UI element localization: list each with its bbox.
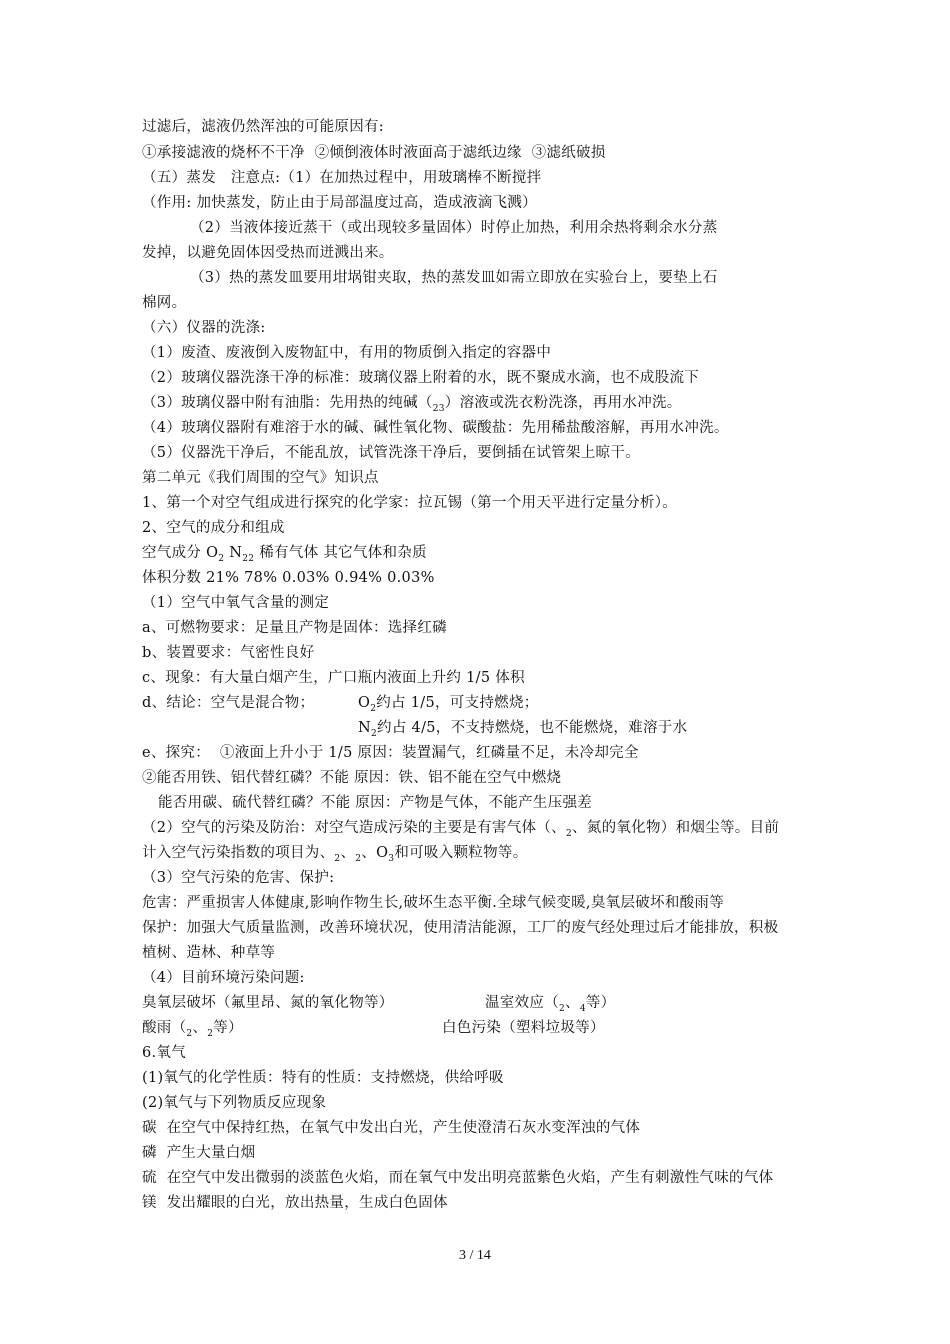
text-line: 镁 发出耀眼的白光，放出热量，生成白色固体: [142, 1195, 448, 1211]
text-line: （六）仪器的洗涤:: [142, 320, 266, 336]
text-segment: 约占 1/5，可支持燃烧；: [376, 695, 539, 711]
text-line: （五）蒸发 注意点:（1）在加热过程中，用玻璃棒不断搅拌: [142, 170, 542, 186]
section-heading: 第二单元《我们周围的空气》知识点: [142, 470, 379, 486]
text-segment: 温室效应（: [485, 995, 559, 1011]
text-line: ①承接滤液的烧杯不干净 ②倾倒液体时液面高于滤纸边缘 ③滤纸破损: [142, 145, 606, 161]
text-line: （3）空气污染的危害、保护:: [142, 870, 335, 886]
text-line: c、现象：有大量白烟产生，广口瓶内液面上升约 1/5 体积: [142, 670, 525, 686]
text-line: （2）玻璃仪器洗涤干净的标准：玻璃仪器上附着的水，既不聚成水滴，也不成股流下: [142, 370, 700, 386]
subscript: 2: [218, 554, 225, 564]
text-segment: 酸雨（: [142, 1020, 187, 1036]
text-line: 硫 在空气中发出微弱的淡蓝色火焰，而在氧气中发出明亮蓝紫色火焰，产生有刺激性气味的气体: [142, 1170, 774, 1186]
text-line: (2)氧气与下列物质反应现象: [142, 1095, 327, 1111]
text-segment: 、氮的氧化物）和烟尘等。目前: [571, 820, 780, 836]
text-line: （2）当液体接近蒸干（或出现较多量固体）时停止加热，利用余热将剩余水分蒸: [190, 220, 718, 236]
text-segment: 、: [192, 1020, 208, 1036]
text-line: 白色污染（塑料垃圾等）: [442, 1020, 605, 1036]
text-line: 碳 在空气中保持红热，在氧气中发出白光，产生使澄清石灰水变浑浊的气体: [142, 1120, 641, 1136]
text-segment: 计入空气污染指数的项目为、: [142, 845, 335, 861]
subscript: 2: [371, 729, 378, 739]
subscript: 2: [186, 1029, 193, 1039]
text-line: 发掉，以避免固体因受热而迸溅出来。: [142, 245, 394, 261]
text-line: （1）空气中氧气含量的测定: [142, 595, 330, 611]
text-line: [358, 718, 687, 738]
text-line: [142, 543, 427, 563]
text-segment: N: [358, 720, 371, 736]
subscript: 4: [579, 1004, 586, 1014]
text-line: ②能否用铁、铝代替红磷？不能 原因：铁、铝不能在空气中燃烧: [142, 770, 562, 786]
text-line: 保护：加强大气质量监测，改善环境状况，使用清洁能源，工厂的废气经处理过后才能排放，积极: [142, 920, 779, 936]
subscript: 2: [334, 854, 341, 864]
text-line: 棉网。: [142, 295, 187, 311]
text-line: 危害：严重损害人体健康,影响作物生长,破坏生态平衡.全球气候变暖,臭氧层破坏和酸雨等: [142, 895, 725, 911]
text-line: [358, 693, 539, 713]
subscript: 23: [432, 404, 445, 414]
text-line: 2、空气的成分和组成: [142, 520, 285, 536]
text-line: [142, 843, 528, 863]
text-segment: 、: [340, 845, 356, 861]
text-segment: （2）空气的污染及防治：对空气造成污染的主要是有害气体（、: [142, 820, 566, 836]
text-line: （1）废渣、废液倒入废物缸中，有用的物质倒入指定的容器中: [142, 345, 552, 361]
text-line: [485, 993, 615, 1013]
subscript: 2: [207, 1029, 214, 1039]
text-line: （4）目前环境污染问题:: [142, 970, 305, 986]
text-line: [142, 393, 682, 413]
subscript: 3: [388, 854, 395, 864]
text-line: b、装置要求：气密性良好: [142, 645, 315, 661]
text-line: （5）仪器洗干净后，不能乱放，试管洗涤干净后，要倒插在试管架上晾干。: [142, 445, 640, 461]
text-line: 磷 产生大量白烟: [142, 1145, 256, 1161]
text-line: d、结论：空气是混合物；: [142, 695, 315, 711]
text-line: 臭氧层破坏（氟里昂、氮的氧化物等）: [142, 995, 394, 1011]
subscript: 2: [559, 1004, 566, 1014]
text-line: (1)氧气的化学性质：特有的性质：支持燃烧，供给呼吸: [142, 1070, 504, 1086]
text-line: [142, 1018, 243, 1038]
text-line: e、探究： ①液面上升小于 1/5 原因：装置漏气，红磷量不足，未冷却完全: [142, 745, 639, 761]
text-segment: 、O: [361, 845, 389, 861]
text-line: （3）热的蒸发皿要用坩埚钳夹取，热的蒸发皿如需立即放在实验台上，要垫上石: [190, 270, 718, 286]
text-line: [142, 818, 779, 838]
subscript: 2: [355, 854, 362, 864]
subscript: 2: [248, 554, 255, 564]
text-line: （4）玻璃仪器附有难溶于水的碱、碱性氧化物、碳酸盐：先用稀盐酸溶解，再用水冲洗。: [142, 420, 729, 436]
text-line: 过滤后，滤液仍然浑浊的可能原因有:: [142, 119, 384, 135]
subscript: 2: [565, 829, 572, 839]
text-segment: 和可吸入颗粒物等。: [394, 845, 528, 861]
text-line: 能否用碳、硫代替红磷？不能 原因：产物是气体，不能产生压强差: [158, 795, 593, 811]
text-segment: （3）玻璃仪器中附有油脂：先用热的纯碱（: [142, 395, 433, 411]
subscript: 2: [370, 704, 377, 714]
text-line: 植树、造林、种草等: [142, 945, 276, 961]
subscript: 2: [242, 554, 249, 564]
text-segment: 约占 4/5，不支持燃烧，也不能燃烧，难溶于水: [377, 720, 688, 736]
text-line: 6.氧气: [142, 1045, 187, 1061]
text-segment: 空气成分 O: [142, 545, 219, 561]
text-segment: 等）: [213, 1020, 243, 1036]
text-line: （作用: 加快蒸发，防止由于局部温度过高，造成液滴飞溅）: [142, 195, 537, 211]
text-segment: O: [358, 695, 371, 711]
text-segment: ）溶液或洗衣粉洗涤，再用水冲洗。: [444, 395, 682, 411]
text-line: 1、第一个对空气组成进行探究的化学家：拉瓦锡（第一个用天平进行定量分析）。: [142, 495, 678, 511]
text-segment: 稀有气体 其它气体和杂质: [254, 545, 427, 561]
text-line: a、可燃物要求：足量且产物是固体：选择红磷: [142, 620, 447, 636]
text-segment: 等）: [585, 995, 616, 1011]
text-segment: N: [224, 545, 243, 561]
page-number: 3 / 14: [459, 1248, 491, 1263]
text-segment: 、: [565, 995, 580, 1011]
text-line: 体积分数 21% 78% 0.03% 0.94% 0.03%: [142, 570, 435, 586]
